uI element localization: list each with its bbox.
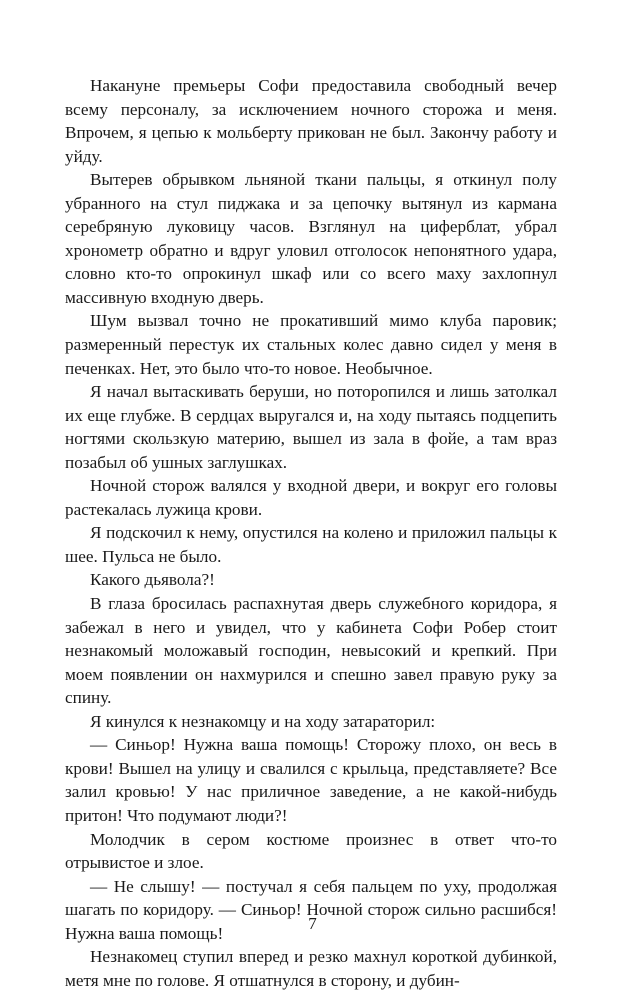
page-number: 7	[308, 914, 317, 933]
paragraph-2: Вытерев обрывком льняной ткани пальцы, я откинул полу убранного на стул пиджака и за цепочку вытянул из кармана серебряную луковицу часов. Взглянул на циферблат, убрал хронометр обратно и вдруг уловил отголосок непонятного удара, словно кто-то опрокинул шкаф или со всего маху захлопнул массивную входную дверь.	[65, 170, 557, 307]
paragraph-12: — Не слышу! — постучал я себя пальцем по уху, продолжая шагать по коридору. — Синьор! Ночной сторож сильно расшибся! Нужна ваша помощь!	[65, 876, 557, 943]
paragraph-5: Ночной сторож валялся у входной двери, и вокруг его головы растекалась лужица крови.	[65, 476, 557, 519]
paragraph-7: Какого дьявола?!	[90, 570, 215, 590]
paragraph-6: Я подскочил к нему, опустился на колено и приложил пальцы к шее. Пульса не было.	[65, 523, 557, 566]
paragraph-4: Я начал вытаскивать беруши, но поторопился и лишь затолкал их еще глубже. В сердцах выругался и, на ходу пытаясь подцепить ногтями скользкую материю, вышел из зала в фойе, а там враз позабыл об ушных заглушках.	[65, 382, 557, 472]
paragraph-10: — Синьор! Нужна ваша помощь! Сторожу плохо, он весь в крови! Вышел на улицу и свалился с крыльца, представляете? Все залил кровью! У нас приличное заведение, а не какой-нибудь притон! Что подумают люди?!	[65, 735, 557, 825]
book-page-text	[65, 74, 557, 992]
paragraph-1: Накануне премьеры Софи предоставила свободный вечер всему персоналу, за исключением ночного сторожа и меня. Впрочем, я цепью к мольберту прикован не был. Закончу работу и уйду.	[65, 76, 557, 166]
paragraph-11: Молодчик в сером костюме произнес в ответ что-то отрывистое и злое.	[65, 829, 557, 873]
paragraph-3: Шум вызвал точно не прокативший мимо клуба паровик; размеренный перестук их стальных колес давно сидел у меня в печенках. Нет, это было что-то новое. Необычное.	[65, 311, 557, 378]
paragraph-13: Незнакомец ступил вперед и резко махнул короткой дубинкой, метя мне по голове. Я отшатнулся в сторону, и дубин-	[65, 947, 557, 990]
paragraph-8: В глаза бросилась распахнутая дверь служебного коридора, я забежал в него и увидел, что у кабинета Софи Робер стоит незнакомый моложавый господин, невысокий и крепкий. При моем появлении он нахмурился и спешно завел правую руку за спину.	[65, 594, 557, 708]
paragraph-9: Я кинулся к незнакомцу и на ходу затараторил:	[90, 711, 436, 731]
